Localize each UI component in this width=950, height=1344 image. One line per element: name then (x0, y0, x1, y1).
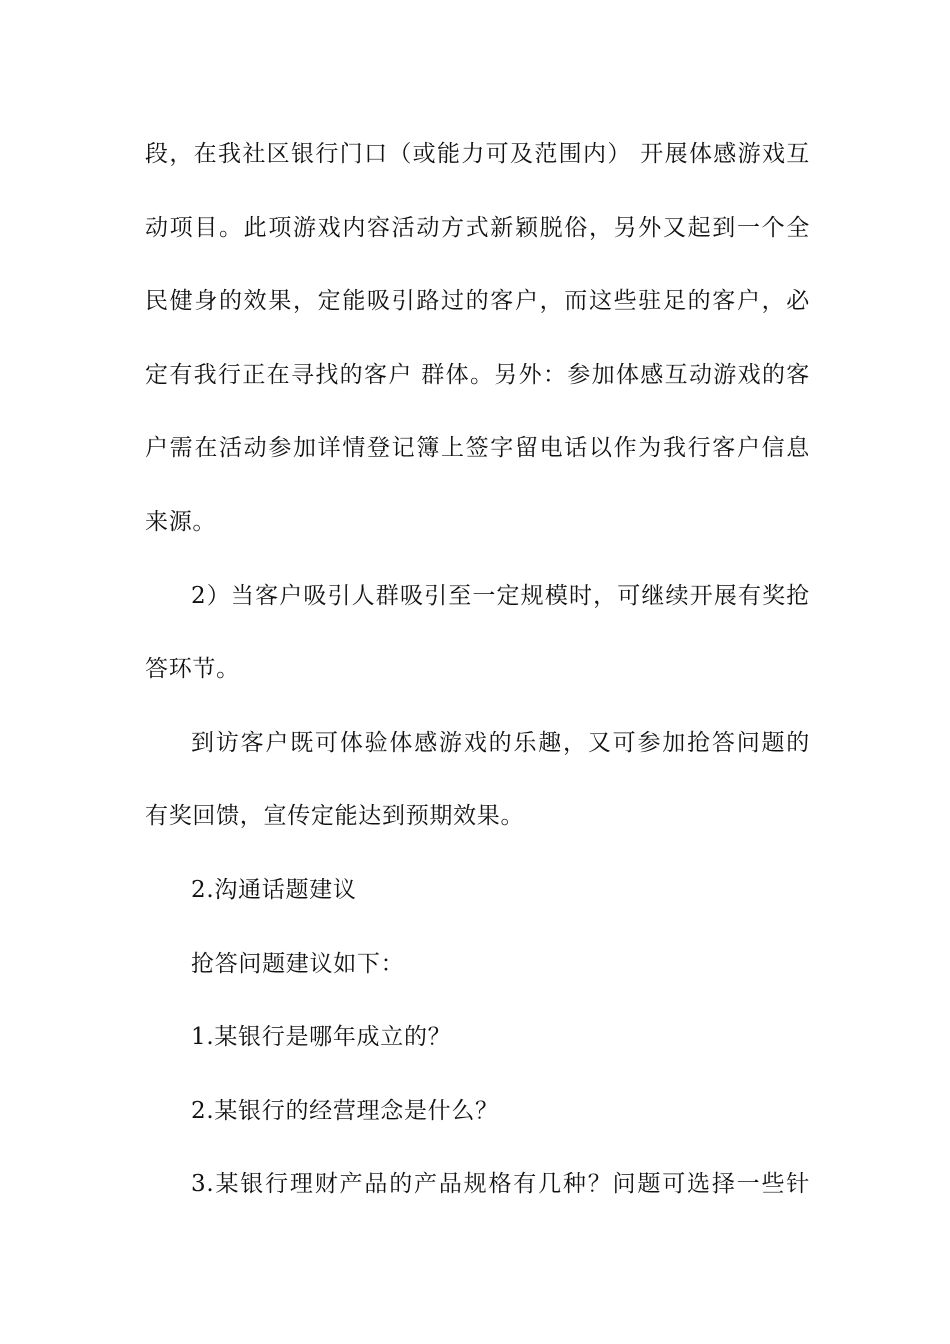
text-line: 到访客户既可体验体感游戏的乐趣，又可参加抢答问题的 (191, 729, 810, 756)
text-line: 段，在我社区银行门口（或能力可及范围内） 开展体感游戏互 (145, 141, 810, 167)
text-line: 有奖回馈，宣传定能达到预期效果。 (145, 803, 525, 830)
text-line: 户需在活动参加详情登记簿上签字留电话以作为我行客户信息 (145, 435, 810, 462)
document-body (145, 118, 810, 1222)
text-line: 来源。 (145, 508, 217, 535)
text-line: 2）当客户吸引人群吸引至一定规模时，可继续开展有奖抢 (191, 582, 810, 609)
text-line: 答环节。 (145, 656, 240, 683)
list-item: 1.某银行是哪年成立的？ (191, 1024, 452, 1051)
text-line: 民健身的效果，定能吸引路过的客户，而这些驻足的客户，必 (145, 288, 810, 315)
list-item: 3.某银行理财产品的产品规格有几种？问题可选择一些针 (191, 1171, 810, 1198)
text-line: 定有我行正在寻找的客户 群体。另外：参加体感互动游戏的客 (145, 361, 810, 388)
list-item: 2.某银行的经营理念是什么？ (191, 1097, 499, 1124)
section-heading: 2.沟通话题建议 (191, 876, 357, 903)
text-line: 抢答问题建议如下： (191, 950, 405, 977)
text-line: 动项目。此项游戏内容活动方式新颖脱俗，另外又起到一个全 (145, 214, 810, 241)
